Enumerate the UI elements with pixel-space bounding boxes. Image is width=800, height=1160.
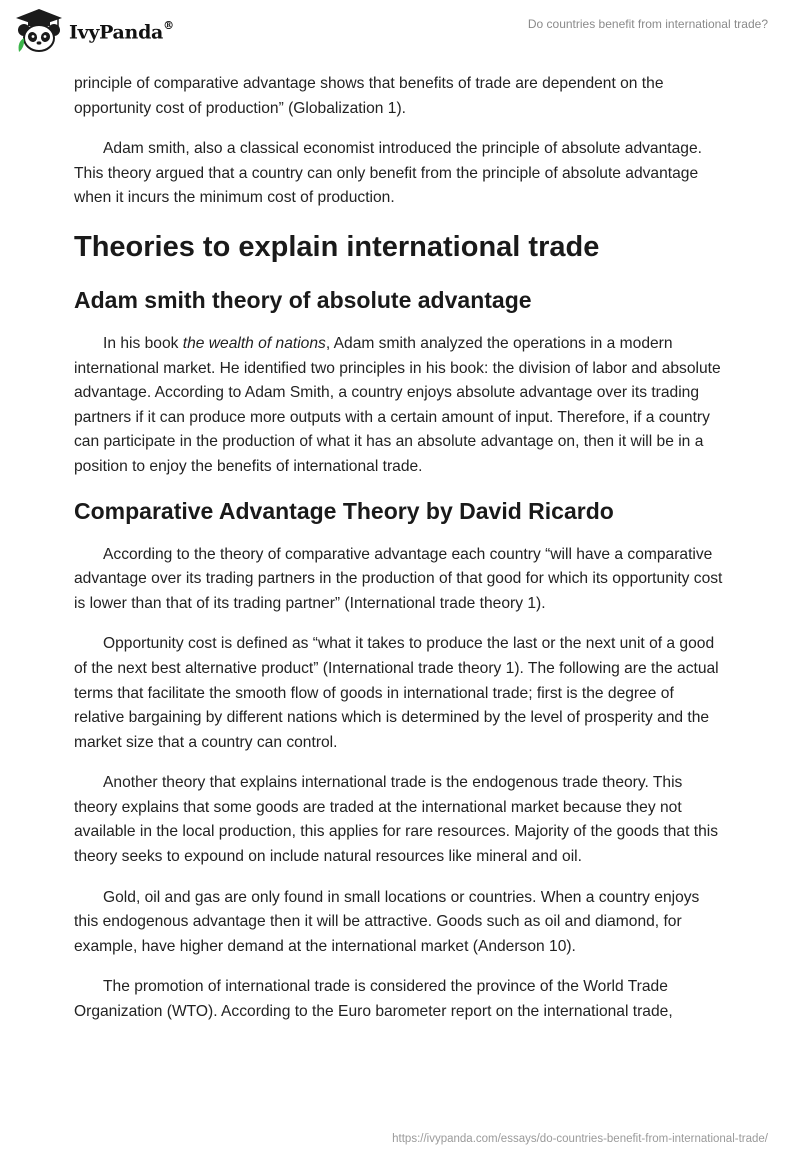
paragraph-6: Another theory that explains international trade is the endogenous trade theory. This theory explains that some goods are traded at the international market because they not available in the local production, this applies for rare resources. Majority of the goods that this theory seeks to expound on include natural resources like mineral and oil. [74, 774, 719, 866]
brand-name [69, 18, 174, 44]
paragraph-3-start: In his book [103, 334, 183, 352]
book-title: the wealth of nations [182, 334, 326, 352]
paragraph-4: According to the theory of comparative advantage each country “will have a comparative advantage over its trading partners in the production of that good for which its opportunity cost is lower than that of its trading partner” (International trade theory 1). [74, 545, 723, 612]
source-url[interactable]: https://ivypanda.com/essays/do-countries-benefit-from-international-trade/ [392, 1133, 768, 1145]
paragraph-3-rest: , Adam smith analyzed the operations in a modern international market. He identified two principles in his book: the division of labor and absolute advantage. According to Adam Smith, a country enjoys absolute advantage over its trading partners if it can produce more outputs with a certain amount of input. Therefore, if a country can participate in the production of what it has an absolute advantage on, then it will be in a position to enjoy the benefits of international trade. [74, 334, 721, 475]
registered-mark: ® [163, 18, 174, 32]
paragraph-3 [74, 332, 726, 480]
brand-name-text: IvyPanda [69, 21, 164, 44]
paragraph-7: Gold, oil and gas are only found in small locations or countries. When a country enjoys this endogenous advantage then it will be attractive. Goods such as oil and diamond, for example, have higher demand at the international market (Anderson 10). [74, 888, 700, 955]
essay-body [74, 72, 726, 1041]
subheading-comparative-advantage: Comparative Advantage Theory by David Ricardo [74, 497, 614, 524]
page-header [0, 0, 800, 64]
section-heading-theories: Theories to explain international trade [74, 230, 600, 263]
document-title: Do countries benefit from international trade? [527, 17, 768, 31]
panda-graduate-icon [14, 8, 64, 54]
paragraph-8: The promotion of international trade is considered the province of the World Trade Organization (WTO). According to the Euro barometer report on the international trade, [74, 978, 673, 1021]
paragraph-2: Adam smith, also a classical economist introduced the principle of absolute advantage. This theory argued that a country can only benefit from the principle of absolute advantage when it incurs the minimum cost of production. [74, 140, 702, 207]
paragraph-5: Opportunity cost is defined as “what it takes to produce the last or the next unit of a good of the next best alternative product” (International trade theory 1). The following are the actual terms that facilitate the smooth flow of goods in international trade; first is the degree of relative bargaining by different nations which is determined by the level of prosperity and the market size that a country can control. [74, 635, 719, 751]
paragraph-1: principle of comparative advantage shows that benefits of trade are dependent on the opportunity cost of production” (Globalization 1). [74, 75, 664, 117]
brand-logo[interactable] [14, 8, 174, 54]
subheading-absolute-advantage: Adam smith theory of absolute advantage [74, 286, 532, 313]
